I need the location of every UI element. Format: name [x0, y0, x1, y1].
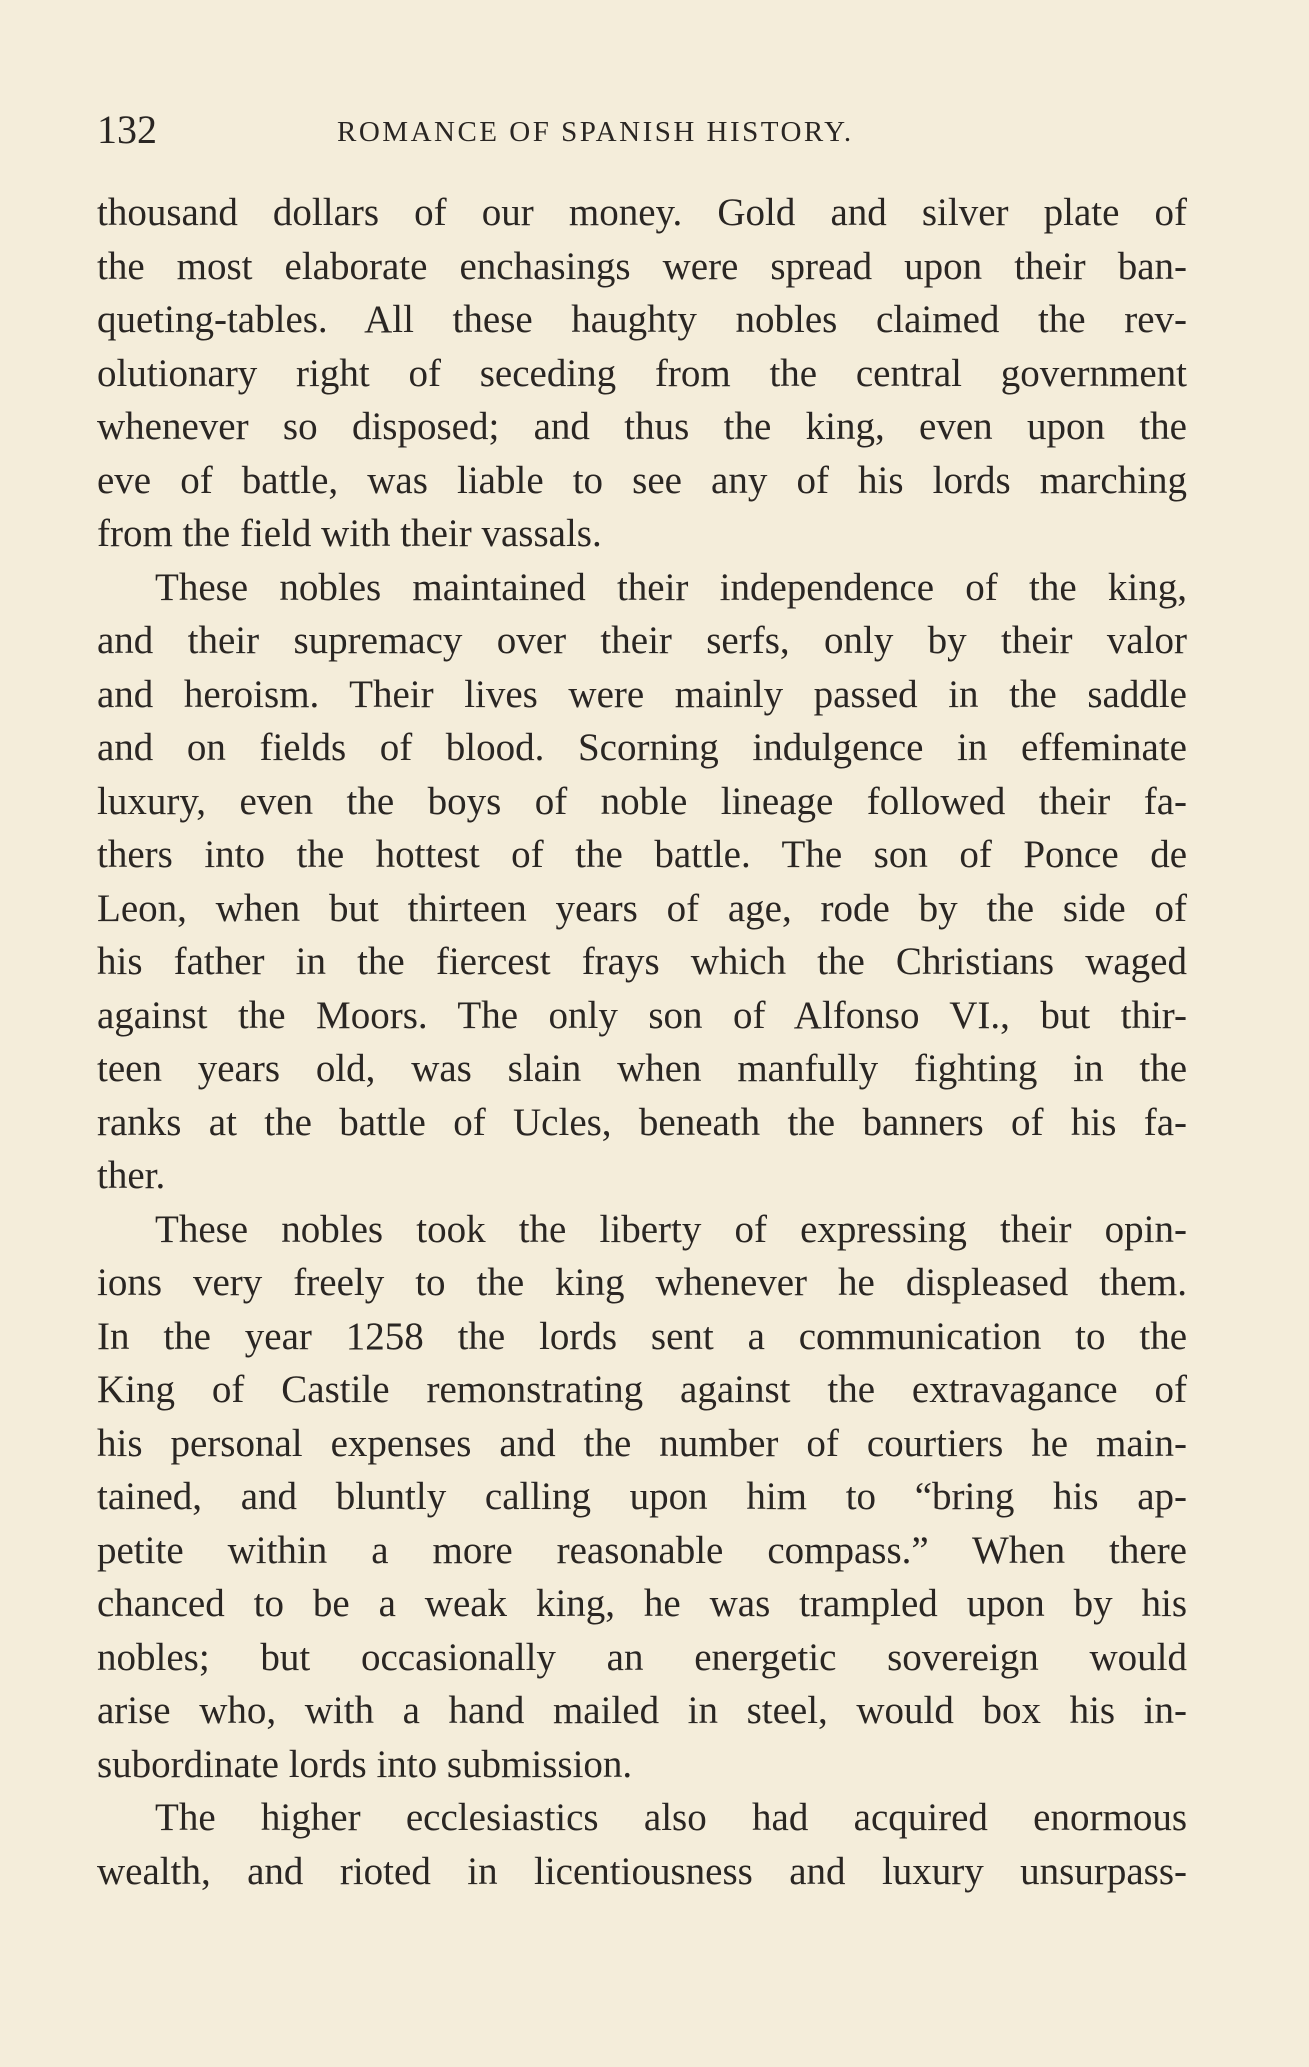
text-line: wealth, and rioted in licentiousness and luxury unsurpass- [97, 1849, 1187, 1893]
running-head [97, 102, 1187, 158]
text-line: and on fields of blood. Scorning indulgence in effeminate [97, 726, 1187, 769]
text-line: chanced to be a weak king, he was trampled upon by his [97, 1582, 1187, 1625]
text-line: These nobles maintained their independence of the king, [155, 565, 1187, 609]
text-line: eve of battle, was liable to see any of his lords marching [97, 458, 1187, 502]
text-line: thousand dollars of our money. Gold and silver plate of [97, 191, 1187, 234]
text-line: The higher ecclesiastics also had acquired enormous [155, 1796, 1187, 1839]
text-line: the most elaborate enchasings were spread upon their ban- [97, 244, 1187, 288]
text-line: Leon, when but thirteen years of age, rode by the side of [97, 886, 1187, 930]
text-line: from the field with their vassals. [97, 512, 602, 555]
text-line: ranks at the battle of Ucles, beneath the banners of his fa- [97, 1100, 1187, 1144]
text-line: against the Moors. The only son of Alfonso VI., but thir- [97, 993, 1187, 1037]
text-line: nobles; but occasionally an energetic sovereign would [97, 1635, 1187, 1679]
text-line: teen years old, was slain when manfully fighting in the [97, 1047, 1187, 1090]
body-text [97, 186, 1187, 1898]
text-line: thers into the hottest of the battle. The son of Ponce de [97, 833, 1187, 876]
text-line: luxury, even the boys of noble lineage followed their fa- [97, 779, 1187, 823]
text-line: queting-tables. All these haughty nobles claimed the rev- [97, 298, 1187, 341]
running-title: ROMANCE OF SPANISH HISTORY. [337, 116, 854, 148]
text-line: his personal expenses and the number of courtiers he main- [97, 1421, 1187, 1465]
text-line: King of Castile remonstrating against the extravagance of [97, 1368, 1187, 1411]
text-line: In the year 1258 the lords sent a communication to the [97, 1314, 1187, 1358]
text-line: tained, and bluntly calling upon him to “bring his ap- [97, 1475, 1187, 1518]
text-line: and heroism. Their lives were mainly passed in the saddle [97, 672, 1187, 716]
text-line: whenever so disposed; and thus the king, even upon the [97, 405, 1187, 448]
text-line: olutionary right of seceding from the central government [97, 351, 1187, 395]
text-line: subordinate lords into submission. [97, 1742, 633, 1786]
text-line: These nobles took the liberty of expressing their opin- [155, 1207, 1187, 1251]
text-line: and their supremacy over their serfs, only by their valor [97, 619, 1187, 662]
text-line: ther. [97, 1154, 166, 1197]
text-line: ions very freely to the king whenever he displeased them. [97, 1261, 1187, 1304]
page-number: 132 [97, 107, 157, 152]
text-line: his father in the fiercest frays which the Christians waged [97, 940, 1187, 983]
text-line: arise who, with a hand mailed in steel, would box his in- [97, 1689, 1187, 1732]
text-line: petite within a more reasonable compass.” When there [97, 1528, 1187, 1572]
